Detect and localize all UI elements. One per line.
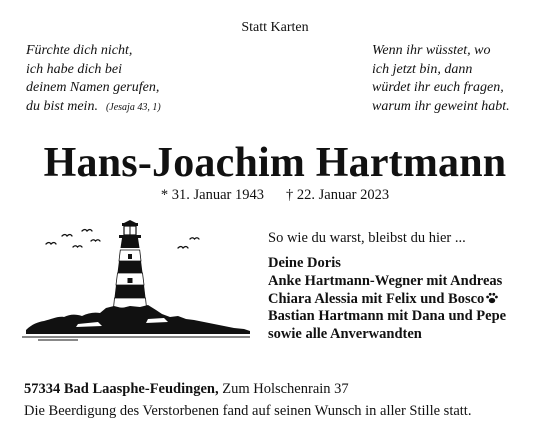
mourner-line-1: Deine Doris xyxy=(268,255,341,271)
mourner-line-2: Anke Hartmann-Wegner mit Andreas xyxy=(268,272,503,289)
mourner-line-3 xyxy=(268,291,506,309)
verse-left xyxy=(26,42,246,117)
birth-date: * 31. Januar 1943 xyxy=(160,187,264,203)
paw-print-icon xyxy=(485,291,499,305)
header-title: Statt Karten xyxy=(241,20,309,35)
verse-left-line-3: deinem Namen gerufen, xyxy=(26,80,160,95)
verse-right-line-3: würdet ihr euch fragen, xyxy=(372,80,504,95)
verse-right-line-4: warum ihr geweint habt. xyxy=(372,98,510,114)
rocks-icon xyxy=(26,305,250,334)
verse-left-line-4-text: du bist mein. xyxy=(26,98,98,114)
life-dates xyxy=(0,187,550,204)
address xyxy=(24,381,349,398)
lighthouse-icon xyxy=(114,220,147,308)
verse-right-line-2: ich jetzt bin, dann xyxy=(372,61,473,77)
death-date: † 22. Januar 2023 xyxy=(286,187,390,203)
memorial-quote: So wie du warst, bleibst du hier ... xyxy=(268,230,466,246)
deceased-name: Hans-Joachim Hartmann xyxy=(43,140,507,186)
verse-right-line-1: Wenn ihr wüsstet, wo xyxy=(372,43,491,58)
verse-left-line-4 xyxy=(26,98,246,118)
verse-left-line-2: ich habe dich bei xyxy=(26,61,123,77)
verse-right xyxy=(372,42,542,116)
verse-source: (Jesaja 43, 1) xyxy=(105,101,161,113)
water-icon xyxy=(22,337,250,340)
address-city: 57334 Bad Laasphe-Feudingen, xyxy=(24,381,219,397)
mourner-line-4: Bastian Hartmann mit Dana und Pepe xyxy=(268,308,507,325)
mourners-list xyxy=(268,255,506,344)
mourner-line-3-text: Chiara Alessia mit Felix und Bosco xyxy=(268,290,485,307)
funeral-note: Die Beerdigung des Verstorbenen fand auf seinen Wunsch in aller Stille statt. xyxy=(24,403,472,419)
address-street: Zum Holschenrain 37 xyxy=(222,381,349,397)
verse-left-line-1: Fürchte dich nicht, xyxy=(26,43,133,58)
mourner-line-5: sowie alle Anverwandten xyxy=(268,326,422,343)
lighthouse-illustration xyxy=(18,218,254,342)
